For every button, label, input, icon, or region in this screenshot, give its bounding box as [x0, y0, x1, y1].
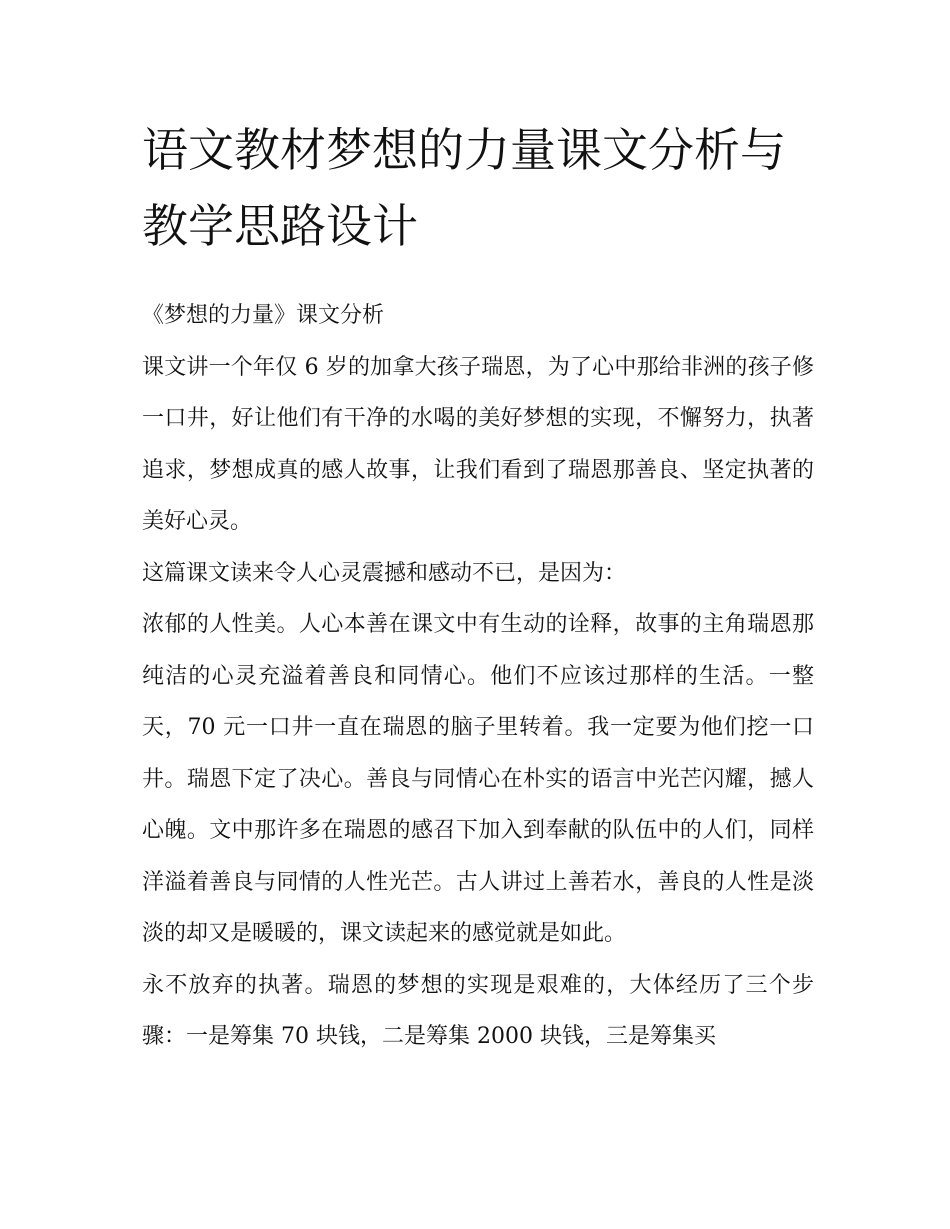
- document-page: [142, 112, 814, 1063]
- paragraph-reason-lead: 这篇课文读来令人心灵震撼和感动不已，是因为：: [142, 560, 627, 586]
- document-title: 语文教材梦想的力量课文分析与教学思路设计: [142, 123, 786, 253]
- section-heading: 《梦想的力量》课文分析: [142, 303, 385, 328]
- paragraph-perseverance: 永不放弃的执著。瑞恩的梦想的实现是艰难的，大体经历了三个步骤：一是筹集 70 块钱，二是筹集 2000 块钱，三是筹集买: [142, 972, 814, 1049]
- paragraph-intro: 课文讲一个年仅 6 岁的加拿大孩子瑞恩，为了心中那给非洲的孩子修一口井，好让他们有干净的水喝的美好梦想的实现，不懈努力，执著追求，梦想成真的感人故事，让我们看到了瑞恩那善良、坚定执著的美好心灵。: [142, 354, 814, 534]
- paragraph-humanity: 浓郁的人性美。人心本善在课文中有生动的诠释，故事的主角瑞恩那纯洁的心灵充溢着善良和同情心。他们不应该过那样的生活。一整天，70 元一口井一直在瑞恩的脑子里转着。我一定要为他们挖一口井。瑞恩下定了决心。善良与同情心在朴实的语言中光芒闪耀，撼人心魄。文中那许多在瑞恩的感召下加入到奉献的队伍中的人们，同样洋溢着善良与同情的人性光芒。古人讲过上善若水，善良的人性是淡淡的却又是暖暖的，课文读起来的感觉就是如此。: [142, 612, 814, 946]
